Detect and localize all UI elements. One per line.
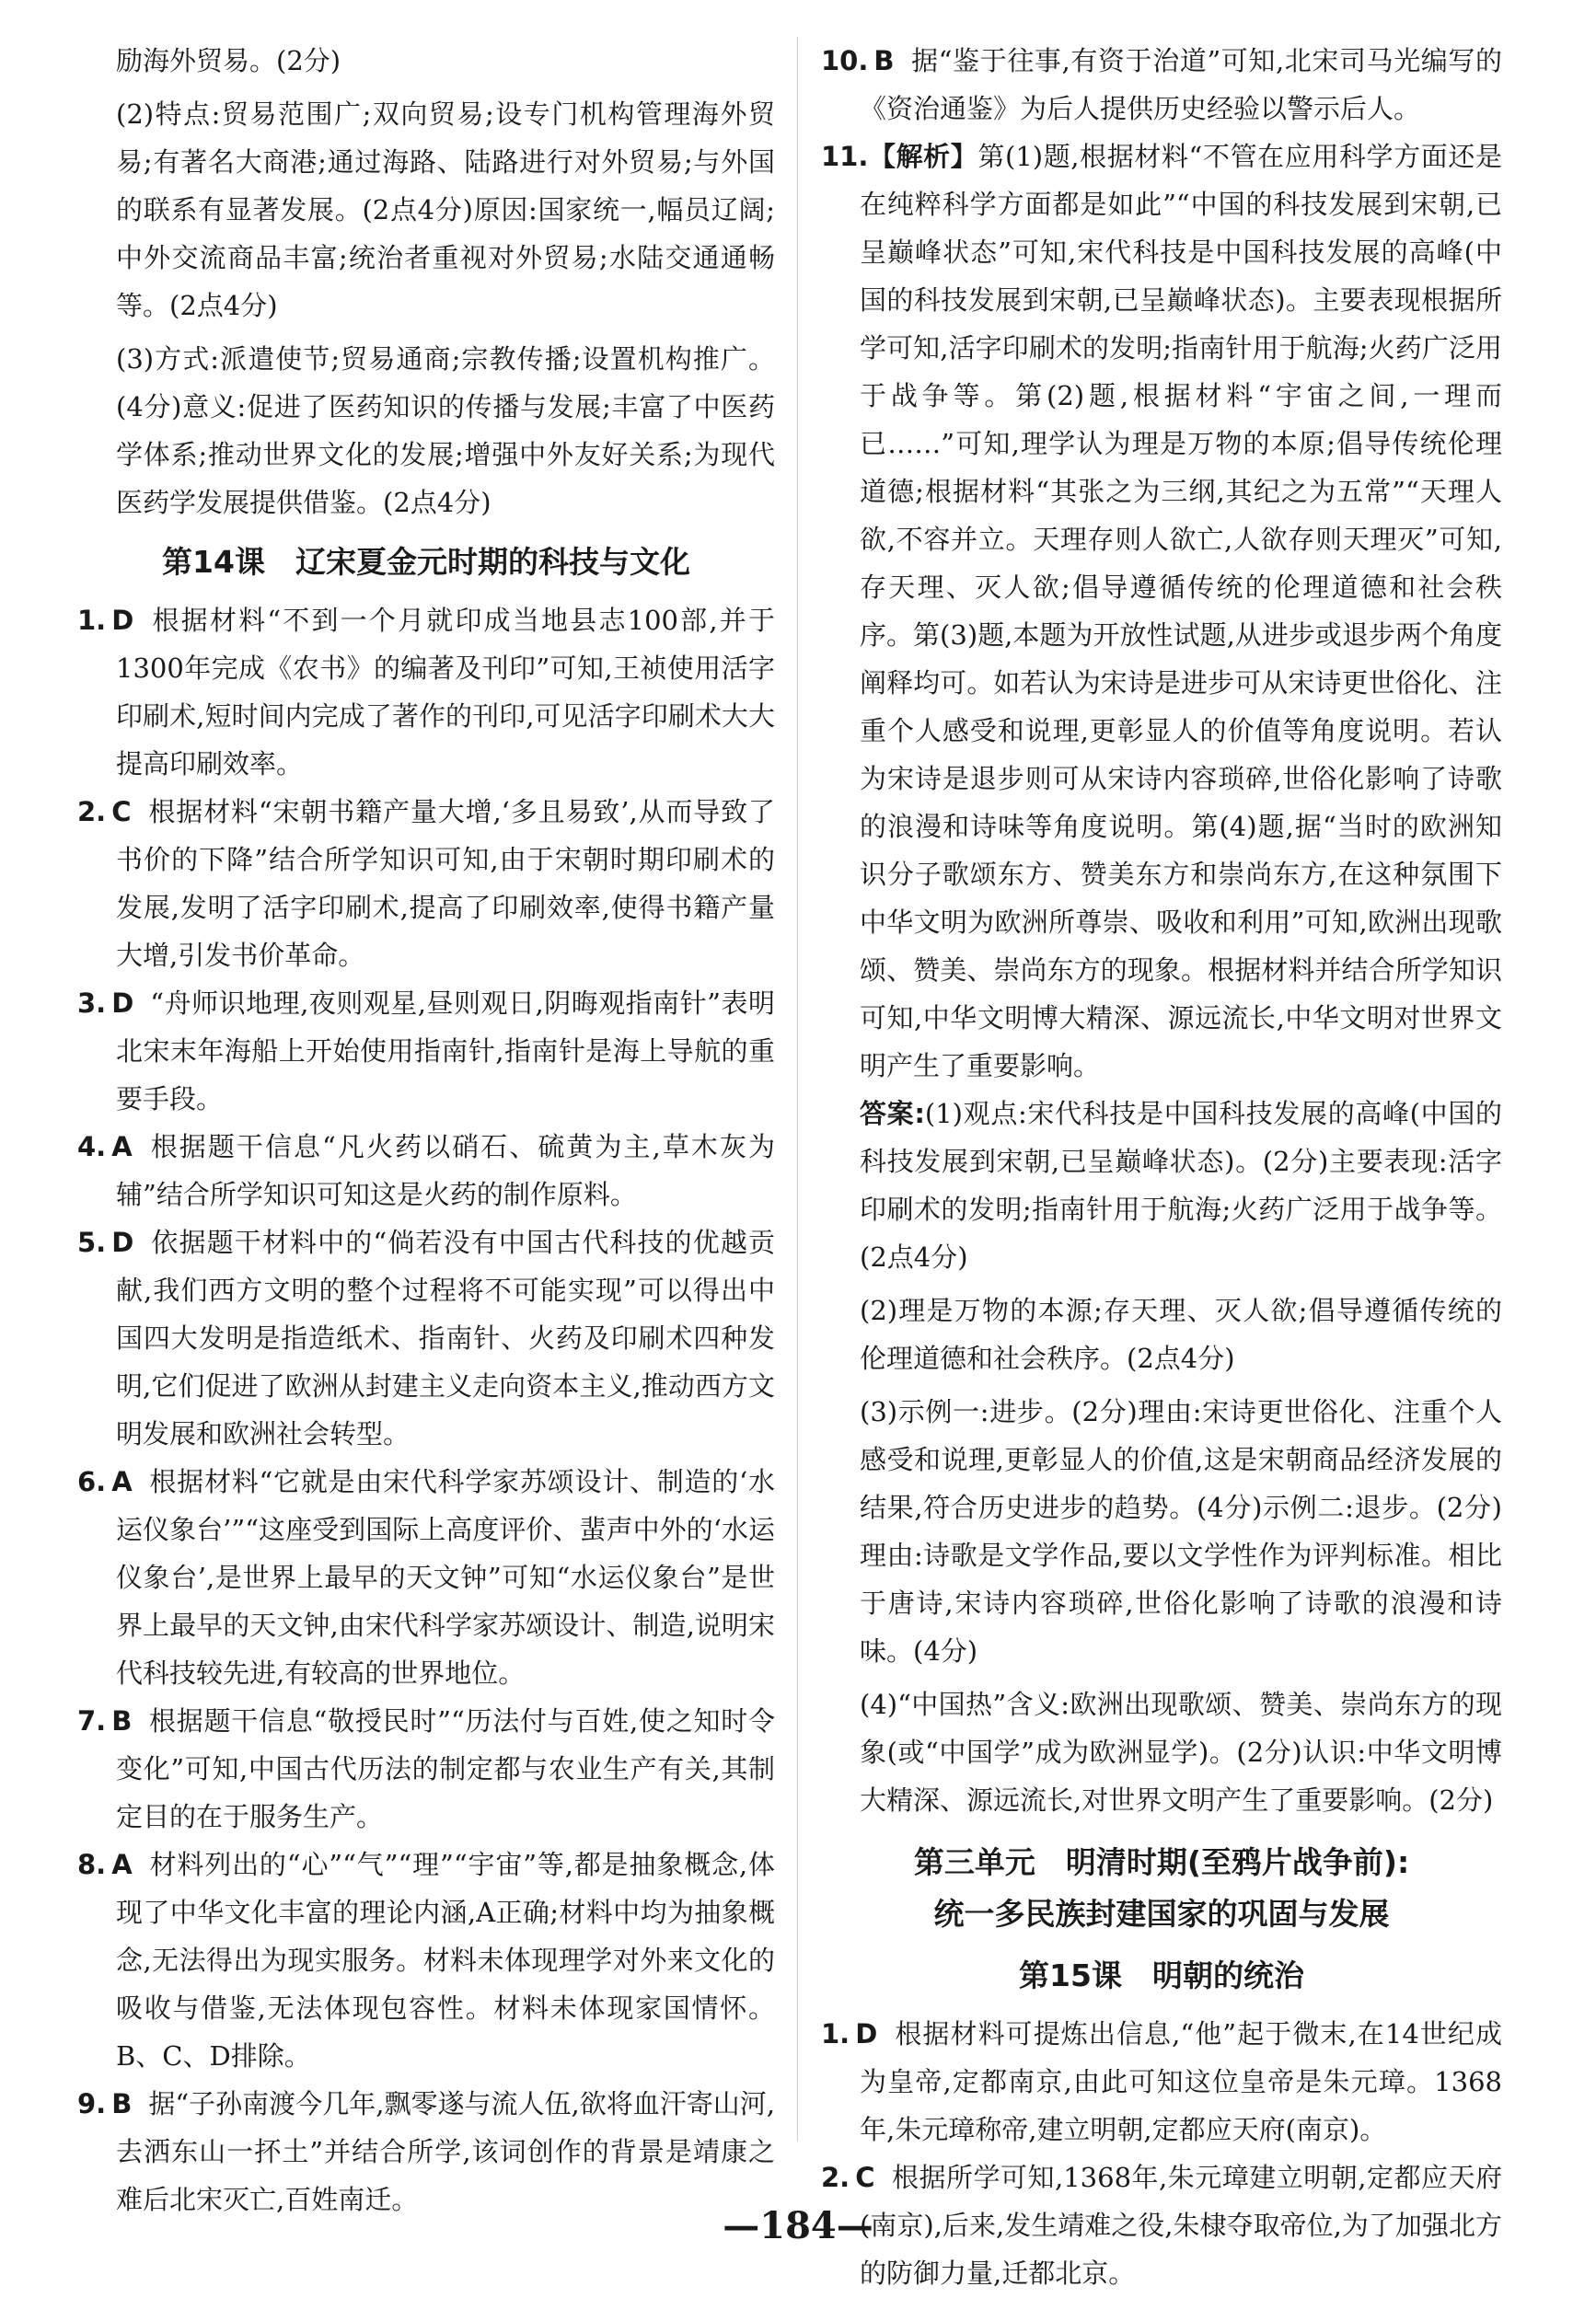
item-option: B: [111, 1705, 133, 1737]
item-option: D: [111, 1227, 134, 1258]
answer-label: 答案:: [860, 1098, 925, 1129]
analysis-text: 第(1)题,根据材料“不管在应用科学方面还是在纯粹科学方面都是如此”“中国的科技发展到宋朝,已呈巅峰状态”可知,宋代科技是中国科技发展的高峰(中国的科技发展到宋朝,已呈巅峰状态)。主要表现根据所学可知,活字印刷术的发明;指南针用于航海;火药广泛用于战争等。第(2)题,根据材料“宇宙之间,一理而已……”可知,理学认为理是万物的本原;倡导传统伦理道德;根据材料“其张之为三纲,其纪之为五常”“天理人欲,不容并立。天理存则人欲亡,人欲存则天理灭”可知,存天理、灭人欲;倡导遵循传统的伦理道德和社会秩序。第(3)题,本题为开放性试题,从进步或退步两个角度阐释均可。如若认为宋诗是进步可从宋诗更世俗化、注重个人感受和说理,更彰显人的价值等角度说明。若认为宋诗是退步则可从宋诗内容琐碎,世俗化影响了诗歌的浪漫和诗味等角度说明。第(4)题,据“当时的欧洲知识分子歌颂东方、赞美东方和崇尚东方,在这种氛围下中华文明为欧洲所尊崇、吸收和利用”可知,欧洲出现歌颂、赞美、崇尚东方的现象。根据材料并结合所学知识可知,中华文明博大精深、源远流长,中华文明对世界文明产生了重要影响。: [860, 141, 1502, 1081]
answer-item: [77, 1697, 775, 1841]
answer-part-4: (4)“中国热”含义:欧洲出现歌颂、赞美、崇尚东方的现象(或“中国学”成为欧洲显学)。(2分)认识:中华文明博大精深、源远流长,对世界文明产生了重要影响。(2分): [860, 1689, 1502, 1816]
column-divider: [797, 37, 798, 2142]
answer-item-11: [821, 133, 1502, 1090]
item-option: C: [855, 2162, 875, 2193]
item-number: 9.: [77, 2088, 107, 2119]
answer-item: [77, 2080, 775, 2223]
item-option: D: [111, 987, 134, 1019]
answer-part-3: (3)方式:派遣使节;贸易通商;宗教传播;设置机构推广。(4分)意义:促进了医药知识的传播与发展;丰富了中医药学体系;推动世界文化的发展;增强中外友好关系;为现代医药学发展提供借鉴。(2点4分): [116, 343, 775, 518]
unit-3-title-line-1: 第三单元 明清时期(至鸦片战争前):: [913, 1844, 1410, 1880]
item-number: 10.: [821, 45, 869, 76]
lesson-15-title: 第15课 明朝的统治: [1019, 1957, 1304, 1993]
item-text: 根据材料“它就是由宋代科学家苏颂设计、制造的‘水运仪象台’”“这座受到国际上高度评价、蜚声中外的‘水运仪象台’,是世界上最早的天文钟”可知“水运仪象台”是世界上最早的天文钟,由宋代科学家苏颂设计、制造,说明宋代科技较先进,有较高的世界地位。: [116, 1466, 775, 1689]
answer-item: [77, 788, 775, 979]
item-option: D: [855, 2018, 878, 2050]
analysis-label: 【解析】: [868, 141, 978, 172]
answer-part-2: (2)特点:贸易范围广;双向贸易;设专门机构管理海外贸易;有著名大商港;通过海路、陆路进行对外贸易;与外国的联系有显著发展。(2点4分)原因:国家统一,幅员辽阔;中外交流商品丰富;统治者重视对外贸易;水陆交通通畅等。(2点4分): [116, 98, 775, 321]
item-number: 2.: [77, 796, 107, 827]
item-option: A: [111, 1849, 133, 1880]
item-number: 7.: [77, 1705, 107, 1737]
answer-item: [77, 596, 775, 788]
left-column: [77, 37, 775, 2215]
answer-item: [77, 1841, 775, 2080]
item-option: B: [111, 2088, 133, 2119]
answer-item: [77, 1123, 775, 1218]
answer-part-3: (3)示例一:进步。(2分)理由:宋诗更世俗化、注重个人感受和说理,更彰显人的价值,这是宋朝商品经济发展的结果,符合历史进步的趋势。(4分)示例二:退步。(2分)理由:诗歌是文学作品,要以文学性作为评判标准。相比于唐诗,宋诗内容琐碎,世俗化影响了诗歌的浪漫和诗味。(4分): [860, 1396, 1502, 1667]
answer-item: [77, 1218, 775, 1458]
item-option: C: [111, 796, 132, 827]
item-text: 据“子孙南渡今几年,飘零遂与流人伍,欲将血汗寄山河,去洒东山一抔土”并结合所学,该词创作的背景是靖康之难后北宋灭亡,百姓南迁。: [116, 2088, 775, 2215]
lesson-14-title: 第14课 辽宋夏金元时期的科技与文化: [162, 544, 690, 580]
answer-part-2: (2)理是万物的本源;存天理、灭人欲;倡导遵循传统的伦理道德和社会秩序。(2点4分): [860, 1295, 1502, 1374]
item-text: 据“鉴于往事,有资于治道”可知,北宋司马光编写的《资治通鉴》为后人提供历史经验以警示后人。: [860, 45, 1502, 124]
item-text: 根据题干信息“敬授民时”“历法付与百姓,使之知时令变化”可知,中国古代历法的制定都与农业生产有关,其制定目的在于服务生产。: [116, 1705, 775, 1832]
page-number: —184—: [723, 2204, 873, 2247]
item-text: 根据题干信息“凡火药以硝石、硫黄为主,草木灰为辅”结合所学知识可知这是火药的制作原料。: [116, 1131, 775, 1210]
item-option: B: [873, 45, 895, 76]
answer-block: [821, 1090, 1502, 1281]
item-number: 2.: [821, 2162, 850, 2193]
item-option: A: [111, 1131, 133, 1162]
item-text: 根据材料可提炼出信息,“他”起于微末,在14世纪成为皇帝,定都南京,由此可知这位皇帝是朱元璋。1368年,朱元璋称帝,建立明朝,定都应天府(南京)。: [860, 2018, 1502, 2145]
item-option: D: [111, 605, 134, 636]
right-column: [821, 37, 1502, 2289]
continued-text: 励海外贸易。(2分): [116, 45, 341, 76]
unit-3-title-line-2: 统一多民族封建国家的巩固与发展: [933, 1896, 1390, 1932]
item-text: 材料列出的“心”“气”“理”“宇宙”等,都是抽象概念,体现了中华文化丰富的理论内涵,A正确;材料中均为抽象概念,无法得出为现实服务。材料未体现理学对外来文化的吸收与借鉴,无法体现包容性。材料未体现家国情怀。B、C、D排除。: [116, 1849, 775, 2072]
item-text: 根据材料“不到一个月就印成当地县志100部,并于1300年完成《农书》的编著及刊印”可知,王祯使用活字印刷术,短时间内完成了著作的刊印,可见活字印刷术大大提高印刷效率。: [116, 605, 775, 779]
item-number: 3.: [77, 987, 107, 1019]
answer-part-1: (1)观点:宋代科技是中国科技发展的高峰(中国的科技发展到宋朝,已呈巅峰状态)。(2分)主要表现:活字印刷术的发明;指南针用于航海;火药广泛用于战争等。(2点4分): [860, 1098, 1502, 1273]
item-number: 11.: [821, 141, 869, 172]
item-number: 1.: [821, 2018, 850, 2050]
item-option: A: [111, 1466, 133, 1497]
item-number: 8.: [77, 1849, 107, 1880]
item-text: 根据所学可知,1368年,朱元璋建立明朝,定都应天府(南京),后来,发生靖难之役,朱棣夺取帝位,为了加强北方的防御力量,迁都北京。: [860, 2162, 1502, 2289]
item-text: 依据题干材料中的“倘若没有中国古代科技的优越贡献,我们西方文明的整个过程将不可能实现”可以得出中国四大发明是指造纸术、指南针、火药及印刷术四种发明,它们促进了欧洲从封建主义走向资本主义,推动西方文明发展和欧洲社会转型。: [116, 1227, 775, 1449]
item-number: 1.: [77, 605, 107, 636]
item-text: “舟师识地理,夜则观星,昼则观日,阴晦观指南针”表明北宋末年海船上开始使用指南针,指南针是海上导航的重要手段。: [116, 987, 775, 1114]
answer-item: [77, 979, 775, 1123]
answer-item: [77, 1458, 775, 1697]
answer-item: [821, 2010, 1502, 2154]
answer-item: [821, 37, 1502, 133]
item-number: 6.: [77, 1466, 107, 1497]
item-number: 5.: [77, 1227, 107, 1258]
item-number: 4.: [77, 1131, 107, 1162]
item-text: 根据材料“宋朝书籍产量大增,‘多且易致’,从而导致了书价的下降”结合所学知识可知,由于宋朝时期印刷术的发展,发明了活字印刷术,提高了印刷效率,使得书籍产量大增,引发书价革命。: [116, 796, 775, 971]
